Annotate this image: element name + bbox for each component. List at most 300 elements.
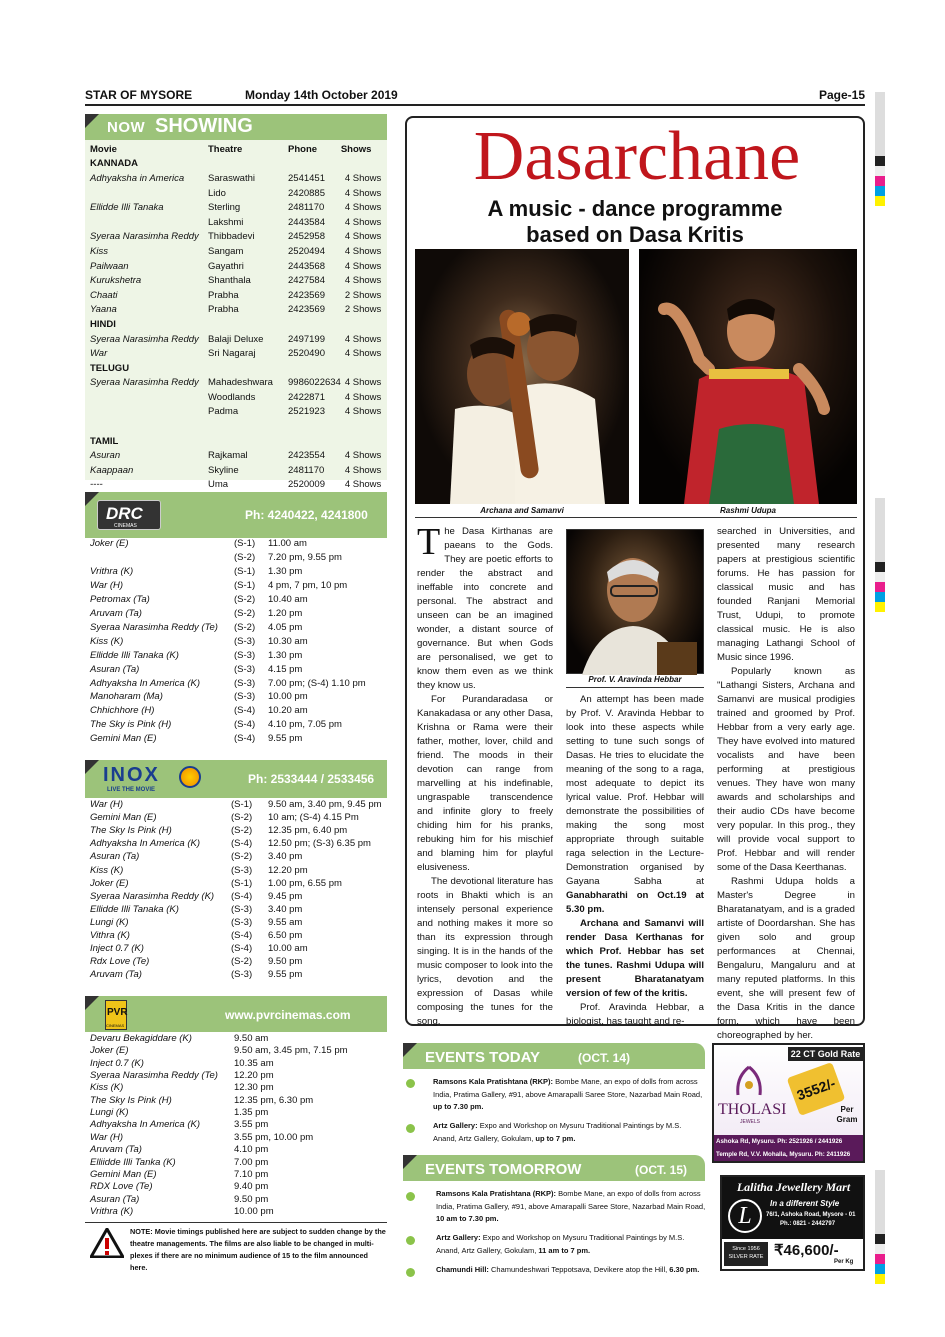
schedule-movie: Chhichhore (H) [90, 705, 155, 717]
schedule-movie: Vithra (K) [90, 930, 130, 941]
schedule-time: 10 am; (S-4) 4.15 Pm [268, 812, 359, 824]
paper-name: STAR OF MYSORE [85, 88, 193, 102]
schedule-time: 10.00 am [268, 943, 308, 955]
schedule-time: 9.50 pm [234, 1193, 269, 1205]
photo-archana-samanvi [415, 249, 629, 504]
schedule-movie: RDX Love (Te) [90, 1181, 153, 1193]
schedule-movie: Gemini Man (E) [90, 812, 157, 824]
cell-shows: 4 Shows [344, 450, 382, 462]
schedule-time: 1.20 pm [268, 607, 303, 619]
cell-movie: Kaappaan [90, 464, 134, 476]
schedule-movie: War (H) [90, 799, 124, 810]
table-row [90, 215, 385, 230]
schedule-movie: Vrithra (K) [90, 565, 134, 577]
schedule-time: 10.20 am [268, 705, 308, 717]
timing-note [130, 1226, 387, 1274]
col1-para-3: The devotional literature has roots in Bhakti which is an intensely personal experience and nothing makes it more so than its expression through singing. It is in the hands of the music composer to look into the lyrics, devotion and the expression of Dasas while composing the tunes for the song. [417, 876, 553, 1027]
cell-shows: 2 Shows [344, 289, 382, 301]
schedule-screen: (S-1) [234, 579, 256, 591]
cell-shows: 4 Shows [344, 231, 382, 243]
schedule-time: 1.00 pm, 6.55 pm [268, 877, 342, 889]
print-color-marks-2 [875, 562, 885, 612]
article-col-2 [566, 693, 704, 1029]
page-header [85, 88, 865, 104]
cell-phone: 2452958 [288, 231, 325, 243]
schedule-movie: Joker (E) [90, 538, 129, 549]
schedule-screen: (S-1) [234, 565, 256, 577]
tholasi-brand-sub: JEWELS [740, 1119, 761, 1125]
lalitha-address: 76/1, Ashoka Road, Mysore - 01 [766, 1212, 856, 1218]
cell-shows: 4 Shows [344, 333, 382, 345]
schedule-time: 3.40 pm [268, 851, 303, 863]
schedule-screen: (S-4) [231, 943, 253, 955]
cell-phone: 2443568 [288, 260, 325, 272]
category-row [90, 317, 385, 332]
schedule-screen: (S-3) [231, 969, 253, 981]
schedule-screen: (S-4) [234, 705, 256, 717]
schedule-movie: Gemini Man (E) [90, 733, 157, 745]
schedule-screen: (S-2) [234, 621, 256, 633]
schedule-time: 9.55 pm [268, 733, 303, 745]
bullet-icon [406, 1124, 415, 1133]
schedule-screen: (S-2) [234, 593, 256, 605]
schedule-time: 1.30 pm [268, 649, 303, 661]
per-gram: Per Gram [836, 1105, 858, 1124]
print-color-marks [875, 156, 885, 206]
schedule-movie: Asuran (Ta) [90, 851, 140, 863]
lalitha-phone: Ph.: 0821 - 2442797 [780, 1221, 836, 1227]
now-label: NOW [107, 119, 146, 136]
pvr-banner [85, 996, 387, 1032]
note-text: Movie timings published here are subject to sudden change by the theatre managements. The films are also liable to be changed in multi-plexes if there are no minimum audience of 15 to the film announced here. [130, 1227, 386, 1272]
drc-logo: DRC CINEMAS [97, 500, 161, 530]
cell-shows: 4 Shows [344, 172, 382, 184]
schedule-time: 9.45 pm [268, 890, 303, 902]
schedule-screen: (S-1) [231, 877, 253, 889]
schedule-movie: Ellidde Illi Tanaka (K) [90, 903, 179, 915]
category-row [90, 361, 385, 376]
schedule-time: 10.00 pm [234, 1205, 274, 1217]
schedule-screen: (S-2) [231, 956, 253, 968]
table-row [90, 332, 385, 347]
cell-theatre: Mahadeshwara [208, 377, 273, 389]
cell-shows: 4 Shows [344, 260, 382, 272]
print-gray-bar-2 [875, 498, 885, 562]
cell-phone: 2427584 [288, 275, 325, 287]
col-theatre: Theatre [208, 143, 243, 155]
cell-movie [90, 390, 208, 405]
schedule-movie: Inject 0.7 (K) [90, 943, 144, 955]
col-phone: Phone [288, 143, 318, 155]
table-row [90, 230, 385, 245]
schedule-time: 12.20 pm [234, 1070, 274, 1082]
schedule-time: 10.40 am [268, 593, 308, 605]
subtitle-line-1: A music - dance programme [487, 196, 783, 221]
cell-theatre: Skyline [208, 464, 239, 476]
cell-movie: Syeraa Narasimha Reddy [90, 377, 199, 389]
table-row [90, 244, 385, 259]
pvr-schedule [90, 1033, 387, 1223]
schedule-movie: Petromax (Ta) [90, 593, 150, 605]
schedule-time: 12.50 pm; (S-3) 6.35 pm [268, 838, 371, 850]
cell-movie: Kurukshetra [90, 275, 142, 287]
cell-phone: 2521923 [288, 406, 325, 418]
now-showing-panel [85, 140, 387, 491]
table-row [90, 186, 385, 201]
table-row [90, 171, 385, 186]
schedule-movie: Manoharam (Ma) [90, 691, 163, 703]
schedule-screen: (S-2) [234, 607, 256, 619]
schedule-screen: (S-3) [231, 903, 253, 915]
schedule-screen: (S-1) [234, 538, 256, 549]
schedule-screen: (S-2) [234, 551, 256, 563]
lalitha-tagline: In a different Style [770, 1199, 840, 1208]
schedule-movie: Aruvam (Ta) [90, 607, 142, 619]
col1-para-1: he Dasa Kirthanas are paeans to the Gods. They are poetic efforts to render the abstract and ineffable into concrete and personal. The abstract and unseen can be an imagined wonder, a distant source of governance. But when Gods are personalised, we get to know them even as we think they know us. [417, 526, 553, 691]
table-row [90, 478, 385, 493]
schedule-time: 4 pm, 7 pm, 10 pm [268, 579, 348, 591]
table-row [90, 390, 385, 405]
table-row [90, 200, 385, 215]
category-label: TELUGU [90, 362, 130, 374]
article-col-3 [717, 525, 855, 1043]
cell-shows: 4 Shows [344, 245, 382, 257]
gold-rate-label: 22 CT Gold Rate [788, 1047, 863, 1061]
cell-theatre: Sri Nagaraj [208, 348, 256, 360]
cell-phone: 2423554 [288, 450, 325, 462]
cell-phone: 9986022634 [288, 377, 341, 389]
events-today-title: EVENTS TODAY [425, 1049, 541, 1066]
schedule-time: 9.40 pm [234, 1181, 269, 1193]
cell-movie: Kiss [90, 245, 108, 257]
schedule-movie: Adhyaksha In America (K) [90, 677, 200, 689]
cell-shows: 4 Shows [344, 406, 382, 418]
cell-theatre: Gayathri [208, 260, 244, 272]
schedule-time: 9.50 am, 3.40 pm, 9.45 pm [268, 799, 382, 810]
cell-theatre: Prabha [208, 289, 239, 301]
bullet-icon [406, 1192, 415, 1201]
schedule-time: 4.10 pm [234, 1144, 269, 1156]
schedule-screen: (S-4) [231, 890, 253, 902]
cell-shows: 4 Shows [344, 479, 382, 491]
now-showing-table [90, 142, 385, 492]
cell-theatre: Uma [208, 479, 229, 491]
photo-aravinda-hebbar [566, 529, 704, 674]
schedule-movie: Aruvam (Ta) [90, 1144, 142, 1156]
lalitha-brand: Lalitha Jewellery Mart [736, 1180, 851, 1194]
inox-schedule [90, 799, 387, 989]
cell-theatre: Prabha [208, 304, 239, 316]
schedule-screen: (S-3) [234, 677, 256, 689]
drop-cap: T [417, 521, 441, 563]
schedule-movie: Vrithra (K) [90, 1205, 134, 1217]
schedule-time: 7.10 pm [234, 1168, 269, 1180]
cell-movie [90, 405, 208, 420]
bullet-icon [406, 1079, 415, 1088]
col-shows: Shows [340, 143, 372, 155]
cell-movie [90, 215, 208, 230]
cell-phone: 2520009 [288, 479, 325, 491]
cell-phone: 2423569 [288, 304, 325, 316]
schedule-movie: Kiss (K) [90, 864, 124, 876]
table-row [90, 463, 385, 478]
schedule-time: 9.55 pm [268, 969, 303, 981]
note-label: NOTE: [130, 1227, 153, 1236]
cell-phone: 2481170 [288, 464, 325, 476]
print-color-marks-3 [875, 1234, 885, 1284]
warning-icon [90, 1228, 124, 1258]
cell-theatre: Rajkamal [208, 450, 248, 462]
schedule-movie: The Sky Is Pink (H) [90, 1094, 172, 1106]
silver-rate-strip [722, 1239, 863, 1269]
drc-phone: Ph: 4240422, 4241800 [245, 508, 368, 522]
schedule-time: 9.50 am, 3.45 pm, 7.15 pm [234, 1045, 348, 1057]
cell-shows: 4 Shows [344, 216, 382, 228]
photo-rule [415, 517, 857, 518]
col-movie: Movie [90, 143, 117, 155]
schedule-movie: Asuran (Ta) [90, 663, 140, 675]
article-col-1 [417, 521, 553, 1029]
schedule-time: 4.15 pm [268, 663, 303, 675]
cell-theatre: Padma [208, 406, 239, 418]
bullet-icon [406, 1236, 415, 1245]
schedule-movie: Syeraa Narasimha Reddy (Te) [90, 621, 218, 633]
schedule-movie: War (H) [90, 1131, 124, 1143]
schedule-movie: Ellidde Illi Tanaka (K) [90, 649, 179, 661]
inox-phone: Ph: 2533444 / 2533456 [248, 772, 375, 786]
category-label: KANNADA [90, 158, 139, 170]
drc-banner [85, 492, 387, 538]
col3-para-1: searched in Universities, and presented many research papers at prestigious scientific forums. He has passion for classical music and has founded Ranjani Memorial Trust, Udupi, to promote classical music. He is also managing Lathangi School of Music since 1996. [717, 526, 855, 663]
cell-movie: Pailwaan [90, 260, 129, 272]
cell-theatre: Woodlands [208, 391, 256, 403]
cell-theatre: Balaji Deluxe [208, 333, 264, 345]
tholasi-brand: THOLASI [718, 1101, 787, 1118]
schedule-time: 10.35 am [234, 1057, 274, 1069]
cell-phone: 2520494 [288, 245, 325, 257]
schedule-time: 9.55 am [268, 916, 303, 928]
category-label [90, 419, 385, 434]
cell-phone: 2520490 [288, 348, 325, 360]
cell-movie: Chaati [90, 289, 118, 301]
bullet-icon [406, 1268, 415, 1277]
cell-shows: 2 Shows [344, 304, 382, 316]
category-row [90, 419, 385, 434]
caption-portrait: Prof. V. Aravinda Hebbar [588, 675, 682, 684]
header-rule [85, 104, 865, 106]
events-tomorrow-banner [403, 1155, 705, 1181]
table-row [90, 448, 385, 463]
schedule-movie: Elliidde Illi Tanka (K) [90, 1156, 176, 1168]
category-row [90, 434, 385, 449]
tholasi-emblem-icon [728, 1065, 770, 1101]
schedule-movie: Asuran (Ta) [90, 1193, 140, 1205]
cell-movie: Adhyaksha in America [90, 172, 185, 184]
col2-para-1: An attempt has been made by Prof. V. Aravinda Hebbar to look into these aspects while setting to tune such songs of Dasas. He tries to elucidate the meaning of the song to a raga, most adequate to depict its lyrical value. Prof. Hebbar will demonstrate the possibilities of making the song most appropriate through suitable raga selection in the Lecture-Demonstration organised by Gayana Sabha at Ganabharathi on Oct.19 at 5.30 pm. [566, 694, 704, 915]
print-gray-bar [875, 92, 885, 156]
category-label: TAMIL [90, 435, 119, 447]
cell-movie [90, 186, 208, 201]
showing-label: SHOWING [155, 115, 253, 137]
cell-shows: 4 Shows [344, 464, 382, 476]
cell-shows: 4 Shows [344, 391, 382, 403]
price-tag: 3552/- [787, 1062, 846, 1116]
schedule-movie: Devaru Bekagiddare (K) [90, 1033, 192, 1044]
now-showing-banner [85, 114, 387, 140]
schedule-screen: (S-3) [234, 649, 256, 661]
schedule-movie: The Sky Is Pink (H) [90, 825, 172, 837]
schedule-time: 4.05 pm [268, 621, 303, 633]
cell-movie: War [90, 348, 108, 360]
cell-movie: Ellidde Illi Tanaka [90, 202, 164, 214]
schedule-time: 6.50 pm [268, 930, 303, 941]
photo-rashmi-udupa [639, 249, 857, 504]
schedule-movie: Inject 0.7 (K) [90, 1057, 144, 1069]
note-rule [85, 1222, 387, 1223]
events-tomorrow-title: EVENTS TOMORROW [425, 1161, 582, 1178]
table-row [90, 346, 385, 361]
schedule-screen: (S-3) [231, 916, 253, 928]
cell-theatre: Lakshmi [208, 216, 244, 228]
caption-left: Archana and Samanvi [480, 506, 564, 515]
schedule-movie: Aruvam (Ta) [90, 969, 142, 981]
cell-theatre: Saraswathi [208, 172, 255, 184]
event-tomorrow-2: Artz Gallery: Expo and Workshop on Mysuru Traditional Paintings by M.S. Anand, Artz Gallery, Gokulam, 11 am to 7 pm. [436, 1233, 685, 1255]
event-tomorrow-3: Chamundi Hill: Chamundeshwari Teppotsava, Devikere atop the Hill, 6.30 pm. [436, 1265, 700, 1274]
print-gray-bar-3 [875, 1170, 885, 1234]
schedule-screen: (S-4) [234, 733, 256, 745]
silver-price: ₹46,600/- [774, 1242, 839, 1259]
cell-movie: ---- [90, 479, 103, 491]
portrait-rule [566, 687, 704, 688]
schedule-time: 10.30 am [268, 635, 308, 647]
schedule-screen: (S-4) [234, 719, 256, 731]
cell-shows: 4 Shows [344, 348, 382, 360]
cell-phone: 2443584 [288, 216, 325, 228]
events-today-date: (OCT. 14) [578, 1051, 631, 1065]
inox-globe-icon [179, 766, 201, 788]
caption-right: Rashmi Udupa [719, 506, 776, 515]
schedule-movie: Gemini Man (E) [90, 1168, 157, 1180]
cell-phone: 2423569 [288, 289, 325, 301]
schedule-movie: Joker (E) [90, 1045, 129, 1057]
schedule-time: 4.10 pm, 7.05 pm [268, 719, 342, 731]
schedule-time: 12.20 pm [268, 864, 308, 876]
silver-rate-label: SILVER RATE [728, 1254, 764, 1260]
page-number: Page-15 [818, 88, 865, 102]
cell-phone: 2420885 [288, 187, 325, 199]
event-tomorrow-1: Ramsons Kala Pratishtana (RKP): Bombe Mane, an expo of dolls from across India, Pratima Gallery, #91, above Amarapalli Saree Store, Nazarbad Main Road, 10 am to 7.30 pm. [436, 1189, 706, 1223]
events-today-banner [403, 1043, 705, 1069]
cell-shows: 4 Shows [344, 187, 382, 199]
cell-movie: Syeraa Narasimha Reddy [90, 333, 199, 345]
schedule-screen: (S-3) [234, 663, 256, 675]
schedule-time: 7.00 pm; (S-4) 1.10 pm [268, 677, 366, 689]
cell-phone: 2481170 [288, 202, 325, 214]
schedule-time: 7.20 pm, 9.55 pm [268, 551, 342, 563]
col3-para-3: Rashmi Udupa holds a Master's Degree in Bharatanatyam, and is a graded artiste of Doordarshan. She has given solo and group performances at Chennai, Bengaluru, Mangaluru and at many reputed platforms. In this event, she will present few of the Dasa Kritis in the dance form, which have been choreographed by her. [717, 876, 855, 1041]
table-header [90, 142, 385, 157]
article-title: Dasarchane [473, 118, 801, 195]
cell-movie: Syeraa Narasimha Reddy [90, 231, 199, 243]
schedule-screen: (S-1) [231, 799, 253, 810]
cell-shows: 4 Shows [344, 275, 382, 287]
per-kg: Per Kg [834, 1259, 854, 1265]
schedule-time: 9.50 am [234, 1033, 269, 1044]
ad-tholasi [712, 1043, 865, 1163]
table-row [90, 288, 385, 303]
event-today-2: Artz Gallery: Expo and Workshop on Mysuru Traditional Paintings by M.S. Anand, Artz Gallery, Gokulam, up to 7 pm. [433, 1121, 682, 1143]
cell-theatre: Thibbadevi [208, 231, 255, 243]
schedule-screen: (S-2) [231, 825, 253, 837]
col3-para-2: Popularly known as "Lathangi Sisters, Archana and Samanvi are musical prodigies trained and groomed by Prof. Hebbar from a very early age. They have evolved into matured vocalists and have been performing at prestigious venues. They have won many awards and scholarships and their audio CDs have become very popular. In this prog., they will provide vocal support to Prof. Hebbar and will render some of the Dasa Keerthanas. [717, 666, 855, 873]
col2-para-2: Archana and Samanvi will render Dasa Kerthanas for which Prof. Hebbar has set the tunes. Rashmi Udupa will present Bharatanatyam version of few of the kritis. [566, 918, 704, 999]
schedule-time: 1.35 pm [234, 1107, 269, 1119]
schedule-movie: Adhyaksha In America (K) [90, 1119, 200, 1131]
inox-logo: INOX LIVE THE MOVIE [103, 764, 213, 794]
cell-phone: 2541451 [288, 172, 325, 184]
schedule-movie: Lungi (K) [90, 1107, 129, 1119]
table-row [90, 405, 385, 420]
schedule-screen: (S-3) [231, 864, 253, 876]
lalitha-since: Since 1956 [732, 1246, 760, 1252]
table-row [90, 259, 385, 274]
schedule-screen: (S-3) [234, 691, 256, 703]
schedule-screen: (S-4) [231, 930, 253, 941]
cell-theatre: Sangam [208, 245, 244, 257]
cell-theatre: Shanthala [208, 275, 251, 287]
category-label: HINDI [90, 318, 116, 330]
table-row [90, 303, 385, 318]
schedule-screen: (S-2) [231, 851, 253, 863]
schedule-time: 7.00 pm [234, 1156, 269, 1168]
cell-theatre: Sterling [208, 202, 241, 214]
schedule-movie: Syeraa Narasimha Reddy (K) [90, 890, 215, 902]
schedule-time: 3.55 pm, 10.00 pm [234, 1131, 314, 1143]
table-row [90, 376, 385, 391]
article-box [405, 116, 865, 1041]
table-row [90, 273, 385, 288]
cell-theatre: Lido [208, 187, 226, 199]
cell-phone: 2422871 [288, 391, 325, 403]
cell-shows: 4 Shows [344, 377, 382, 389]
schedule-movie: War (H) [90, 579, 124, 591]
inox-banner [85, 760, 387, 798]
schedule-screen: (S-2) [231, 812, 253, 824]
issue-date: Monday 14th October 2019 [245, 88, 398, 102]
schedule-time: 3.40 pm [268, 903, 303, 915]
col1-para-2: For Purandaradasa or Kanakadasa or any other Dasa, Krishna or Rama were their father, mother, lover, child and friend. The moods in their devotion can range from marvelling at his indefinable, ungraspable transcendence and infinite glory to freely chiding him for his pranks, rebuking him for his mischief and blaming him for playful elusiveness. [417, 694, 553, 873]
cell-phone: 2497199 [288, 333, 325, 345]
schedule-screen: (S-4) [231, 838, 253, 850]
lalitha-monogram-icon: L [728, 1199, 762, 1233]
category-row [90, 157, 385, 172]
subtitle-line-2: based on Dasa Kritis [526, 222, 744, 247]
schedule-time: 12.30 pm [234, 1082, 274, 1094]
events-tomorrow-date: (OCT. 15) [635, 1163, 688, 1177]
pvr-url[interactable]: www.pvrcinemas.com [225, 1008, 351, 1022]
cell-shows: 4 Shows [344, 202, 382, 214]
drc-schedule [90, 538, 387, 750]
schedule-movie: The Sky is Pink (H) [90, 719, 172, 731]
col2-para-3: Prof. Aravinda Hebbar, a biologist, has taught and re- [566, 1002, 704, 1027]
schedule-movie: Kiss (K) [90, 635, 124, 647]
schedule-movie: Lungi (K) [90, 916, 129, 928]
schedule-movie: Syeraa Narasimha Reddy (Te) [90, 1070, 218, 1082]
article-subtitle [407, 196, 863, 248]
schedule-time: 12.35 pm, 6.40 pm [268, 825, 348, 837]
schedule-time: 10.00 pm [268, 691, 308, 703]
